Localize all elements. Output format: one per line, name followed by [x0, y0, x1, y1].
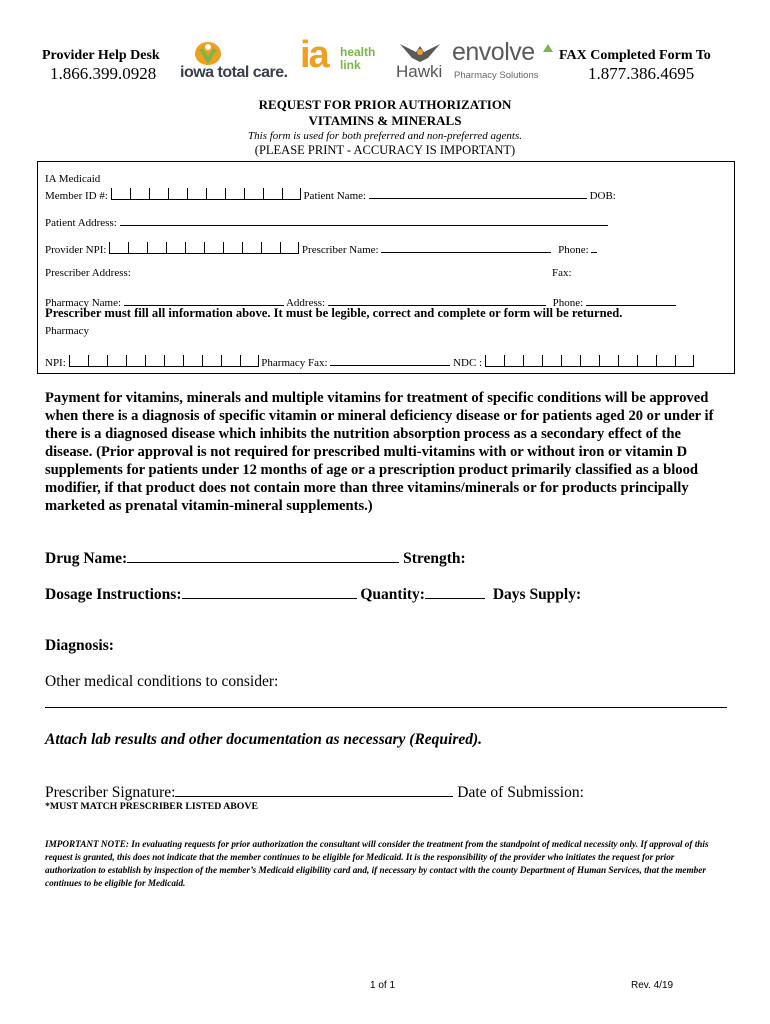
pharmacy-fax-label: Pharmacy Fax: [261, 357, 328, 369]
other-conditions-label: Other medical conditions to consider: [45, 673, 279, 690]
prescriber-name-field[interactable] [381, 240, 551, 253]
provider-row [45, 240, 597, 256]
revision: Rev. 4/19 [631, 980, 674, 991]
pharmacy-name-label: Pharmacy Name: [45, 297, 122, 309]
strength-label: Strength: [403, 550, 466, 567]
ndc-label: NDC : [453, 357, 483, 369]
phone-label: Phone: [558, 244, 589, 256]
envolve-logo [452, 40, 552, 84]
member-id-label: Member ID #: [45, 190, 108, 202]
quantity-label: Quantity: [360, 586, 425, 603]
hawk-icon [398, 40, 442, 64]
policy-paragraph: Payment for vitamins, minerals and multiple vitamins for treatment of specific conditions will be approved when there is a diagnosis of specific vitamin or mineral deficiency disease or for patients aged 20 or under if there is a diagnosed disease which inhibits the nutrition absorption process as a secondary effect of the disease. (Prior approval is not required for prescribed multi-vitamins with or without iron or vitamin D supplements for patients under 12 months of age or a prescription product primarily classified as a blood modifier, if that product does not contain more than three vitamins/minerals or for products principally marketed as prenatal vitamin-mineral supplements.) [45, 390, 714, 514]
must-match-note: *MUST MATCH PRESCRIBER LISTED ABOVE [45, 801, 259, 812]
patient-address-row [45, 213, 608, 229]
ndc-field[interactable] [485, 355, 694, 367]
quantity-field[interactable] [425, 586, 485, 599]
signature-row [45, 784, 584, 802]
provider-npi-label: Provider NPI: [45, 244, 107, 256]
pharmacy-phone-field[interactable] [586, 293, 676, 306]
pharmacy-phone-label: Phone: [552, 297, 584, 309]
patient-name-label: Patient Name: [303, 190, 367, 202]
drug-name-field[interactable] [127, 550, 399, 563]
pharmacy-npi-row [45, 353, 694, 369]
dosage-label: Dosage Instructions: [45, 586, 182, 603]
dosage-field[interactable] [182, 586, 357, 599]
member-row [45, 186, 616, 202]
ia-mark: ia [300, 34, 328, 76]
page-number: 1 of 1 [370, 980, 396, 991]
fax-phone: 1.877.386.4695 [588, 64, 695, 83]
pharmacy-npi-label: NPI: [45, 357, 66, 369]
pharmacy-npi-field[interactable] [69, 355, 259, 367]
fax-label: FAX Completed Form To [559, 48, 711, 63]
health-link-text: health link [340, 45, 376, 72]
form-note: This form is used for both preferred and non-preferred agents. [248, 130, 522, 142]
patient-address-label: Patient Address: [45, 217, 117, 229]
form-title-line2: VITAMINS & MINERALS [308, 113, 462, 128]
date-label: Date of Submission: [457, 784, 584, 801]
iowa-total-care-text: iowa total care. [180, 64, 288, 81]
prescriber-address-label: Prescriber Address: [45, 267, 131, 279]
patient-address-field[interactable] [120, 213, 608, 226]
ia-health-link-logo [300, 34, 392, 84]
drug-row [45, 550, 466, 568]
provider-npi-field[interactable] [109, 242, 299, 254]
ia-medicaid-label: IA Medicaid [45, 173, 101, 185]
patient-name-field[interactable] [369, 186, 587, 199]
signature-field[interactable] [175, 784, 453, 797]
prescriber-phone-field[interactable] [591, 240, 597, 253]
pharmacy-address-label: Address: [285, 297, 326, 309]
envolve-text: envolve [452, 38, 535, 66]
dob-label: DOB: [589, 190, 616, 202]
pharmacy-fax-field[interactable] [330, 353, 450, 366]
iowa-total-care-mark-icon [188, 40, 228, 66]
important-note: IMPORTANT NOTE: In evaluating requests for prior authorization the consultant will consider the treatment from the standpoint of medical necessity only. If approval of this request is granted, this does not indicate that the member continues to be eligible for Medicaid. It is the responsibility of the provider who initiates the request for prior authorization to establish by inspection of the member’s Medicaid eligibility card and, if necessary by contact with the county Department of Human Services, that the member continues to be eligible for Medicaid. [45, 839, 709, 888]
envolve-subtext: Pharmacy Solutions [454, 70, 539, 81]
prescriber-warning: Prescriber must fill all information above. It must be legible, correct and complete or form will be returned. [45, 306, 623, 320]
fax-field-label: Fax: [552, 267, 572, 279]
pharmacy-address-field[interactable] [328, 293, 546, 306]
print-notice: (PLEASE PRINT - ACCURACY IS IMPORTANT) [254, 143, 516, 157]
iowa-total-care-logo [180, 40, 295, 84]
envolve-accent-icon [543, 44, 553, 52]
hawki-text: Hawki [396, 62, 443, 81]
signature-label: Prescriber Signature: [45, 784, 176, 801]
dosage-row [45, 586, 581, 604]
drug-name-label: Drug Name: [45, 550, 128, 567]
form-title-line1: REQUEST FOR PRIOR AUTHORIZATION [258, 97, 512, 112]
other-conditions-line[interactable] [45, 707, 727, 708]
pharmacy-name-field[interactable] [124, 293, 284, 306]
attach-docs-note: Attach lab results and other documentation as necessary (Required). [45, 731, 483, 748]
prescriber-name-label: Prescriber Name: [301, 244, 379, 256]
help-desk-label: Provider Help Desk [42, 48, 160, 63]
pharmacy-label: Pharmacy [45, 325, 89, 337]
member-id-field[interactable] [111, 188, 301, 200]
diagnosis-label: Diagnosis: [45, 637, 114, 654]
hawki-logo [396, 40, 446, 84]
help-desk-phone: 1.866.399.0928 [50, 64, 157, 83]
days-supply-label: Days Supply: [492, 586, 582, 603]
